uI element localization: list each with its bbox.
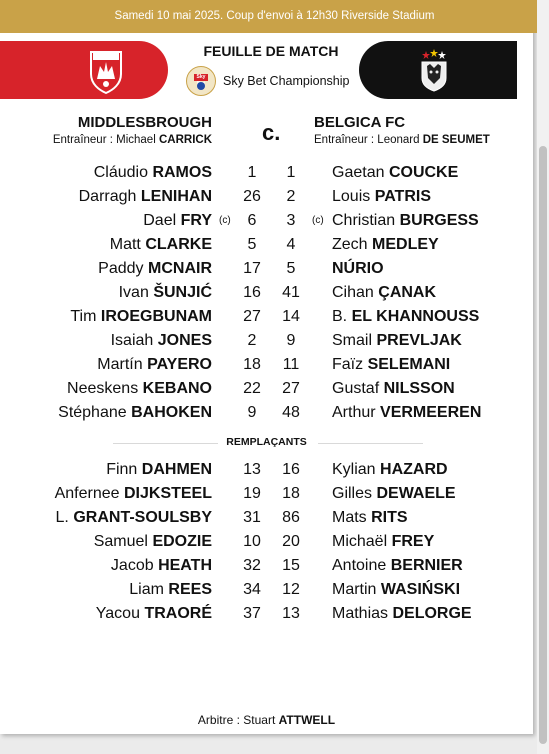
home-player-number: 27 xyxy=(243,308,261,325)
away-player-first: Gustaf xyxy=(332,380,380,397)
home-player xyxy=(129,581,212,599)
home-player-first: Isaiah xyxy=(110,332,154,349)
away-player-number: 3 xyxy=(286,212,296,229)
home-player xyxy=(96,605,212,623)
away-player-first: Arthur xyxy=(332,404,376,421)
away-player-number: 1 xyxy=(286,164,296,181)
home-player xyxy=(98,260,212,278)
home-player xyxy=(110,236,212,254)
home-player-number: 19 xyxy=(243,485,261,502)
away-player xyxy=(332,509,408,527)
home-player-number: 31 xyxy=(243,509,261,526)
away-player-first: Antoine xyxy=(332,557,387,574)
home-player xyxy=(94,164,212,182)
match-title: FEUILLE DE MATCH xyxy=(203,43,339,59)
away-player-number: 86 xyxy=(282,509,300,526)
home-player-number: 9 xyxy=(247,404,257,421)
away-team-name: BELGICA FC xyxy=(314,114,406,131)
player-row xyxy=(0,188,533,212)
away-player-last: BURGESS xyxy=(399,212,479,229)
home-player-first: Paddy xyxy=(98,260,144,277)
away-coach-first: Leonard xyxy=(377,134,420,146)
home-player xyxy=(111,557,212,575)
referee-last: ATTWELL xyxy=(278,713,336,727)
away-player-first: Kylian xyxy=(332,461,376,478)
away-player xyxy=(332,332,462,350)
away-player-number: 18 xyxy=(282,485,300,502)
home-player-first: Anfernee xyxy=(54,485,120,502)
away-player-last: EL KHANNOUSS xyxy=(351,308,480,325)
home-player-number: 22 xyxy=(243,380,261,397)
home-coach-last: CARRICK xyxy=(158,134,212,146)
player-row xyxy=(0,557,533,581)
belgica-crest-icon xyxy=(416,48,452,92)
player-row xyxy=(0,533,533,557)
subs-title: REMPLAÇANTS xyxy=(226,436,307,448)
player-row xyxy=(0,509,533,533)
away-player xyxy=(332,164,458,182)
away-player-first: Louis xyxy=(332,188,371,205)
away-player-first: Gilles xyxy=(332,485,373,502)
home-player xyxy=(55,485,212,503)
home-player xyxy=(119,284,212,302)
away-player-number: 2 xyxy=(286,188,296,205)
home-player-last: BAHOKEN xyxy=(131,404,212,421)
home-player-first: Ivan xyxy=(118,284,149,301)
home-player-last: GRANT-SOULSBY xyxy=(73,509,212,526)
home-coach-first: Michael xyxy=(116,134,156,146)
home-player-number: 26 xyxy=(243,188,261,205)
home-player-first: Jacob xyxy=(110,557,154,574)
away-player-first: Gaetan xyxy=(332,164,385,181)
away-player xyxy=(332,188,431,206)
player-row xyxy=(0,236,533,260)
home-player-number: 1 xyxy=(247,164,257,181)
away-player-last: FREY xyxy=(391,533,435,550)
referee xyxy=(0,713,533,727)
away-player-number: 16 xyxy=(282,461,300,478)
home-player-first: Tim xyxy=(70,308,97,325)
away-player-number: 4 xyxy=(286,236,296,253)
away-player-last: RITS xyxy=(371,509,408,526)
away-player-number: 14 xyxy=(282,308,300,325)
home-player-number: 5 xyxy=(247,236,257,253)
away-player-first: Mathias xyxy=(332,605,389,622)
home-team-band xyxy=(0,41,168,99)
home-player xyxy=(111,332,212,350)
home-player-number: 34 xyxy=(243,581,261,598)
date-venue-bar: Samedi 10 mai 2025. Coup d'envoi à 12h30 Riverside Stadium xyxy=(0,0,549,33)
away-player-last: PREVLJAK xyxy=(376,332,462,349)
away-player-first: Smail xyxy=(332,332,373,349)
away-player-number: 12 xyxy=(282,581,300,598)
away-player-last: ÇANAK xyxy=(378,284,437,301)
away-player-first: Zech xyxy=(332,236,368,253)
away-player-last: VERMEEREN xyxy=(380,404,482,421)
away-player-number: 11 xyxy=(282,356,300,373)
away-team-header xyxy=(314,114,490,148)
away-player-first: B. xyxy=(332,308,348,325)
away-player-last: DELORGE xyxy=(392,605,472,622)
league-name: Sky Bet Championship xyxy=(223,74,350,88)
player-row xyxy=(0,380,533,404)
home-player xyxy=(70,308,212,326)
away-coach-label: Entraîneur : xyxy=(314,134,375,146)
away-captain-mark: (c) xyxy=(312,215,324,226)
home-team-name: MIDDLESBROUGH xyxy=(77,114,212,131)
player-row xyxy=(0,332,533,356)
home-player-last: ŠUNJIĆ xyxy=(153,284,212,301)
away-player-last: BERNIER xyxy=(390,557,463,574)
home-player xyxy=(97,356,212,374)
home-player-first: Yacou xyxy=(95,605,140,622)
away-player-first: Cihan xyxy=(332,284,374,301)
player-row xyxy=(0,461,533,485)
away-player-last: MEDLEY xyxy=(372,236,439,253)
away-player-last: PATRIS xyxy=(374,188,431,205)
home-player-last: TRAORÉ xyxy=(144,605,212,622)
away-player xyxy=(332,461,448,479)
player-row xyxy=(0,284,533,308)
home-player-last: DAHMEN xyxy=(141,461,212,478)
home-player-first: Neeskens xyxy=(67,380,139,397)
home-player-first: Samuel xyxy=(93,533,148,550)
home-player-number: 10 xyxy=(243,533,261,550)
home-player-first: Liam xyxy=(129,581,164,598)
home-player-number: 17 xyxy=(243,260,261,277)
home-player-first: Stéphane xyxy=(58,404,127,421)
away-player xyxy=(332,308,479,326)
away-player-last: NILSSON xyxy=(383,380,455,397)
away-player-number: 9 xyxy=(286,332,296,349)
away-player-number: 5 xyxy=(286,260,296,277)
home-player-last: KEBANO xyxy=(142,380,212,397)
home-player xyxy=(56,509,212,527)
away-player-last: DEWAELE xyxy=(376,485,456,502)
home-player xyxy=(67,380,212,398)
home-captain-mark: (c) xyxy=(219,215,231,226)
player-row xyxy=(0,581,533,605)
home-coach-label: Entraîneur : xyxy=(52,134,113,146)
vertical-scrollbar[interactable] xyxy=(537,0,549,754)
home-player-first: Cláudio xyxy=(93,164,148,181)
home-player-first: Martín xyxy=(97,356,143,373)
home-player-last: HEATH xyxy=(158,557,212,574)
away-player xyxy=(332,380,455,398)
away-player-first: Faïz xyxy=(332,356,364,373)
away-player-last: HAZARD xyxy=(380,461,448,478)
away-coach-last: DE SEUMET xyxy=(422,134,490,146)
away-player-first: Christian xyxy=(332,212,396,229)
home-team-header xyxy=(53,114,212,148)
away-player-number: 20 xyxy=(282,533,300,550)
away-player-number: 48 xyxy=(282,404,300,421)
player-row xyxy=(0,605,533,629)
home-player xyxy=(143,212,212,230)
home-player xyxy=(58,404,212,422)
home-player-last: JONES xyxy=(157,332,212,349)
home-player-last: PAYERO xyxy=(147,356,212,373)
home-player-last: LENIHAN xyxy=(140,188,212,205)
home-player-last: RAMOS xyxy=(152,164,212,181)
home-player xyxy=(106,461,212,479)
home-player-last: MCNAIR xyxy=(148,260,212,277)
home-player-number: 13 xyxy=(243,461,261,478)
home-player-first: L. xyxy=(55,509,69,526)
home-player-number: 2 xyxy=(247,332,257,349)
away-player xyxy=(332,284,436,302)
away-player-number: 15 xyxy=(282,557,300,574)
player-row xyxy=(0,404,533,428)
league-badge-text: Sky xyxy=(194,74,208,81)
away-player xyxy=(332,212,479,230)
home-player-last: CLARKE xyxy=(145,236,212,253)
away-player xyxy=(332,404,481,422)
home-player-number: 6 xyxy=(247,212,257,229)
player-row xyxy=(0,308,533,332)
home-player-last: REES xyxy=(168,581,212,598)
versus-mark: c. xyxy=(262,120,281,145)
away-player xyxy=(332,581,460,599)
away-player-last: SELEMANI xyxy=(367,356,451,373)
away-player xyxy=(332,260,384,278)
away-player-first: Michaël xyxy=(332,533,388,550)
away-player xyxy=(332,485,456,503)
subs-divider-right xyxy=(318,443,423,444)
championship-logo-icon xyxy=(186,66,216,96)
home-player-first: Matt xyxy=(109,236,141,253)
away-player-number: 27 xyxy=(282,380,300,397)
player-row xyxy=(0,212,533,236)
away-player xyxy=(332,533,434,551)
home-player-first: Dael xyxy=(143,212,177,229)
home-player-first: Finn xyxy=(106,461,138,478)
away-player-first: Mats xyxy=(332,509,367,526)
home-player-number: 16 xyxy=(243,284,261,301)
player-row xyxy=(0,356,533,380)
away-player-last: COUCKE xyxy=(388,164,459,181)
home-player xyxy=(94,533,212,551)
away-player-last: NÚRIO xyxy=(332,260,384,277)
player-row xyxy=(0,485,533,509)
referee-first: Stuart xyxy=(243,713,276,727)
middlesbrough-crest-icon xyxy=(88,48,124,94)
home-player xyxy=(79,188,212,206)
home-player-last: IROEGBUNAM xyxy=(100,308,212,325)
scrollbar-thumb[interactable] xyxy=(539,146,547,744)
away-player-last: WASIŃSKI xyxy=(380,581,461,598)
away-player xyxy=(332,605,472,623)
away-player xyxy=(332,236,439,254)
home-player-number: 32 xyxy=(243,557,261,574)
away-player xyxy=(332,557,463,575)
home-player-last: EDOZIE xyxy=(152,533,212,550)
away-player xyxy=(332,356,450,374)
away-coach xyxy=(314,132,490,148)
player-row xyxy=(0,164,533,188)
away-player-number: 13 xyxy=(282,605,300,622)
away-player-first: Martin xyxy=(332,581,377,598)
home-player-number: 18 xyxy=(243,356,261,373)
league-info xyxy=(186,66,349,96)
away-player-number: 41 xyxy=(282,284,300,301)
player-row xyxy=(0,260,533,284)
home-coach xyxy=(53,132,212,148)
home-player-first: Darragh xyxy=(78,188,137,205)
home-player-number: 37 xyxy=(243,605,261,622)
home-player-last: DIJKSTEEL xyxy=(123,485,212,502)
league-ball-icon xyxy=(197,82,205,90)
home-player-last: FRY xyxy=(180,212,212,229)
referee-label: Arbitre : xyxy=(197,713,240,727)
